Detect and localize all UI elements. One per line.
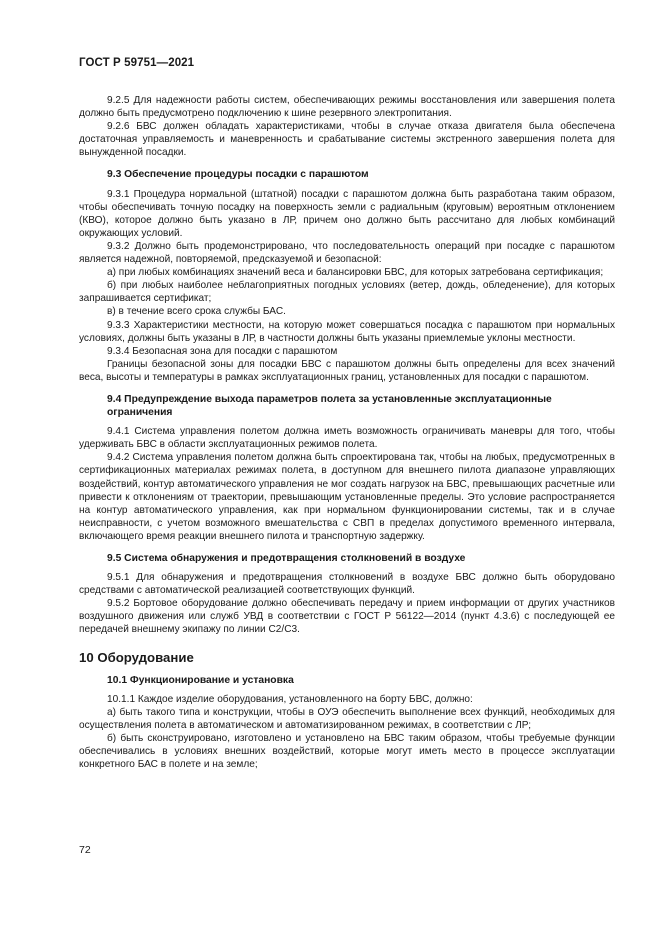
paragraph-9-2-5: 9.2.5 Для надежности работы систем, обеспечивающих режимы восстановления или завершения полета должно быть предусмотрено подключению к шине резервного электропитания. — [79, 95, 615, 120]
list-item-10-a: а) быть такого типа и конструкции, чтобы в ОУЭ обеспечить выполнение всех функций, необходимых для осуществления полета в автоматическом и автоматизированном режимах, в соответствии с ЛР; — [79, 706, 615, 731]
paragraph-10-1-1: 10.1.1 Каждое изделие оборудования, установленного на борту БВС, должно: — [107, 693, 473, 705]
section-heading-9-3: 9.3 Обеспечение процедуры посадки с парашютом — [107, 169, 369, 181]
section-heading-10: 10 Оборудование — [79, 649, 194, 665]
paragraph-9-4-2: 9.4.2 Система управления полетом должна быть спроектирована так, чтобы на любых, предусмотренных в сертификационных материалах режимах полета, в доступном для внешнего пилота диапазоне управляющих воздействий, контур автоматического управления не мог создать нагрузок на БВС, превышающих расчетные или привести к отклонениям от траектории, превышающим установленные пределы. Это условие распространяется на контур автоматического управления, как при нормальном функционировании системы, так и в случае неисправности, с учетом возможного вмешательства с СВП в пределах допустимого временного интервала, включающего время реакции внешнего пилота и транспортную задержку. — [79, 452, 615, 542]
paragraph-9-5-2: 9.5.2 Бортовое оборудование должно обеспечивать передачу и прием информации от других участников воздушного движения или служб УВД в соответствии с ГОСТ Р 56122—2014 (пункт 4.3.6) с последующей ее передачей внешнему экипажу по линии С2/С3. — [79, 598, 615, 636]
paragraph-9-3-3: 9.3.3 Характеристики местности, на которую может совершаться посадка с парашютом при нормальных условиях, должны быть указаны в ЛР, в частности должны быть указаны приемлемые уклоны местности. — [79, 319, 615, 344]
paragraph-9-4-1: 9.4.1 Система управления полетом должна иметь возможность ограничивать маневры для того, чтобы удерживать БВС в области эксплуатационных режимов полета. — [79, 426, 615, 451]
section-heading-10-1: 10.1 Функционирование и установка — [107, 674, 294, 686]
paragraph-9-3-1: 9.3.1 Процедура нормальной (штатной) посадки с парашютом должна быть разработана таким образом, чтобы обеспечивать точную посадку на поверхность земли с радиальным (круговым) вероятным отклонением (КВО), которое должно быть указано в ЛР, причем оно должно быть рассчитано для любых комбинаций окружающих условий. — [79, 188, 615, 239]
section-heading-9-5: 9.5 Система обнаружения и предотвращения столкновений в воздухе — [107, 553, 466, 564]
page-number: 72 — [79, 844, 91, 856]
document-body — [79, 94, 615, 771]
list-item-10-b: б) быть сконструировано, изготовлено и установлено на БВС таким образом, чтобы требуемые функции обеспечивались в условиях внешних воздействий, которые могут иметь место в процессе эксплуатации конкретного БАС в полете и на земле; — [79, 732, 615, 771]
section-heading-9-4: 9.4 Предупреждение выхода параметров полета за установленные эксплуатационные ограничения — [107, 393, 552, 419]
paragraph-9-3-2: 9.3.2 Должно быть продемонстрировано, что последовательность операций при посадке с парашютом является надежной, повторяемой, предсказуемой и безопасной: — [79, 240, 615, 266]
paragraph-9-3-4: 9.3.4 Безопасная зона для посадки с парашютом — [107, 345, 338, 357]
document-header: ГОСТ Р 59751—2021 — [79, 57, 195, 69]
list-item-b: б) при любых наиболее неблагоприятных погодных условиях (ветер, дождь, обледенение), для которых запрашивается сертификат; — [79, 280, 615, 305]
paragraph-9-5-1: 9.5.1 Для обнаружения и предотвращения столкновений в воздухе БВС должно быть оборудовано средствами с автоматической реализацией соответствующих функций. — [79, 572, 615, 597]
list-item-a: а) при любых комбинациях значений веса и балансировки БВС, для которых затребована сертификация; — [107, 267, 604, 279]
paragraph-safe-zone: Границы безопасной зоны для посадки БВС с парашютом должны быть определены для всех значений веса, высоты и температуры в рамках эксплуатационных границ, установленных для посадки с парашютом. — [79, 358, 615, 383]
paragraph-9-2-6: 9.2.6 БВС должен обладать характеристиками, чтобы в случае отказа двигателя была обеспечена достаточная управляемость и маневренность и срабатывание системы экстренного завершения полета для вынужденной посадки. — [79, 121, 615, 159]
list-item-v: в) в течение всего срока службы БАС. — [107, 306, 286, 318]
